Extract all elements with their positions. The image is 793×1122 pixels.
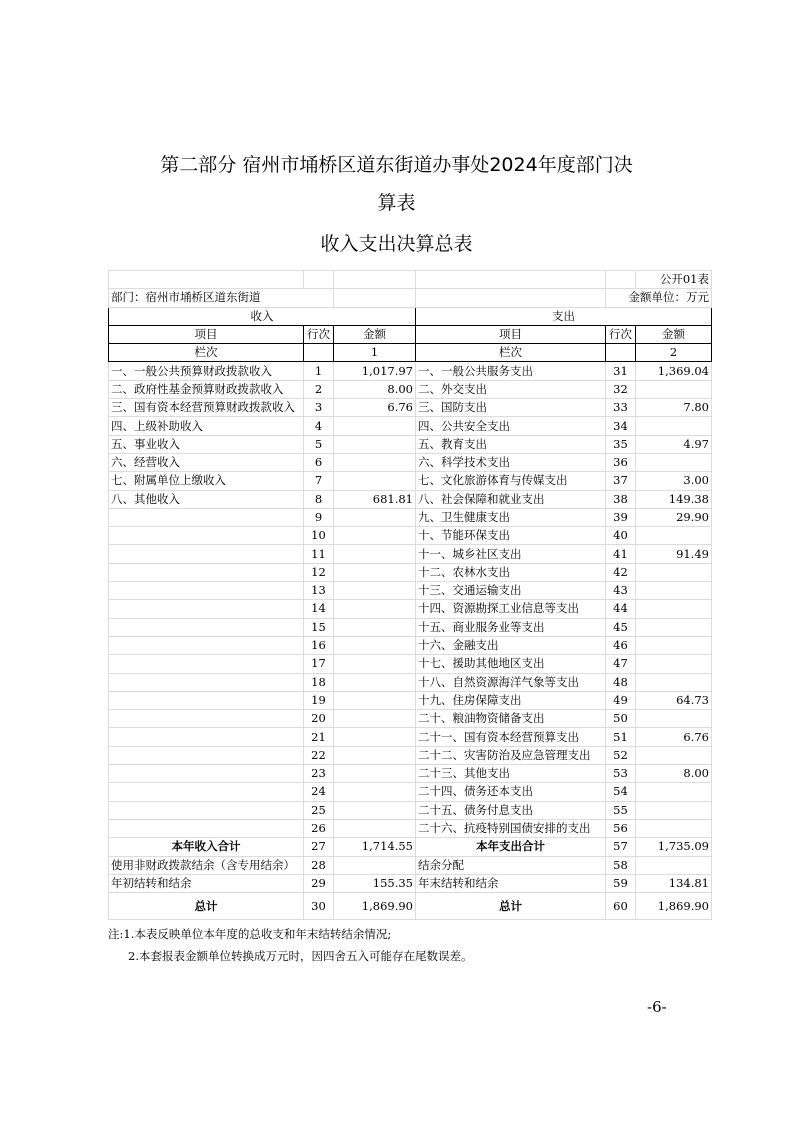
expense-row-number: 49: [606, 691, 636, 709]
income-amount: [334, 453, 416, 471]
income-amount-header: 金额: [334, 325, 416, 343]
income-row-number: 26: [304, 819, 334, 837]
table-row: [109, 380, 712, 398]
income-amount: [334, 636, 416, 654]
income-item: 五、事业收入: [109, 435, 304, 453]
table-row: [109, 435, 712, 453]
income-amount: [334, 508, 416, 526]
expense-amount: [636, 819, 712, 837]
expense-item: 四、公共安全支出: [416, 417, 606, 435]
expense-amount: 134.81: [636, 874, 712, 892]
expense-lanci-number: 2: [636, 344, 712, 362]
income-amount: [334, 673, 416, 691]
table-row: [109, 801, 712, 819]
expense-item: 十六、金融支出: [416, 636, 606, 654]
income-row-number: 25: [304, 801, 334, 819]
income-amount: 6.76: [334, 399, 416, 417]
expense-item: 总计: [416, 893, 606, 920]
income-item: 四、上级补助收入: [109, 417, 304, 435]
expense-item-header: 项目: [416, 325, 606, 343]
expense-amount: [636, 582, 712, 600]
table-row: [109, 673, 712, 691]
income-amount: [334, 801, 416, 819]
expense-item: 九、卫生健康支出: [416, 508, 606, 526]
expense-row-number: 60: [606, 893, 636, 920]
income-item: [109, 636, 304, 654]
expense-amount: [636, 453, 712, 471]
note-2: 2.本套报表金额单位转换成万元时，因四舍五入可能存在尾数误差。: [128, 949, 473, 963]
table-row: [109, 472, 712, 490]
expense-item: 十八、自然资源海洋气象等支出: [416, 673, 606, 691]
expense-row-number: 55: [606, 801, 636, 819]
expense-amount: [636, 673, 712, 691]
expense-amount: 149.38: [636, 490, 712, 508]
expense-row-number: 46: [606, 636, 636, 654]
expense-item: 五、教育支出: [416, 435, 606, 453]
income-expense-table: [108, 270, 712, 920]
table-row: [109, 728, 712, 746]
expense-item: 本年支出合计: [416, 838, 606, 856]
income-row-number: 23: [304, 765, 334, 783]
income-item: [109, 582, 304, 600]
expense-row-number: 51: [606, 728, 636, 746]
expense-amount: [636, 746, 712, 764]
income-amount: [334, 728, 416, 746]
expense-row-number: 32: [606, 380, 636, 398]
income-item: 三、国有资本经营预算财政拨款收入: [109, 399, 304, 417]
income-item: [109, 563, 304, 581]
income-item: 使用非财政拨款结余（含专用结余）: [109, 856, 304, 874]
expense-row-number: 52: [606, 746, 636, 764]
income-item: [109, 527, 304, 545]
expense-row-number: 31: [606, 362, 636, 380]
expense-amount: [636, 856, 712, 874]
expense-amount: [636, 380, 712, 398]
expense-amount: [636, 527, 712, 545]
table-row: [109, 453, 712, 471]
income-row-number: 13: [304, 582, 334, 600]
expense-item: 八、社会保障和就业支出: [416, 490, 606, 508]
income-lanci-number: 1: [334, 344, 416, 362]
table-title: 收入支出决算总表: [320, 233, 473, 255]
income-row-number: 28: [304, 856, 334, 874]
expense-row-number: 54: [606, 783, 636, 801]
income-row-number: 30: [304, 893, 334, 920]
form-number: 公开01表: [636, 271, 712, 289]
income-amount: 155.35: [334, 874, 416, 892]
title-line-1: 第二部分 宿州市埇桥区道东街道办事处2024年度部门决: [160, 154, 633, 176]
income-item: [109, 655, 304, 673]
income-amount: [334, 563, 416, 581]
income-amount: [334, 746, 416, 764]
income-row-number: 4: [304, 417, 334, 435]
income-amount: [334, 655, 416, 673]
expense-row-header: 行次: [606, 325, 636, 343]
table-row: [109, 527, 712, 545]
expense-item: 二十二、灾害防治及应急管理支出: [416, 746, 606, 764]
title-line-2: 算表: [377, 192, 416, 214]
income-item: 一、一般公共预算财政拨款收入: [109, 362, 304, 380]
income-amount: 1,869.90: [334, 893, 416, 920]
expense-item: 十一、城乡社区支出: [416, 545, 606, 563]
income-item-header: 项目: [109, 325, 304, 343]
expense-amount: [636, 417, 712, 435]
expense-item: 十四、资源勘探工业信息等支出: [416, 600, 606, 618]
income-row-number: 8: [304, 490, 334, 508]
table-row: [109, 819, 712, 837]
expense-item: 十、节能环保支出: [416, 527, 606, 545]
expense-row-number: 41: [606, 545, 636, 563]
income-item: 六、经营收入: [109, 453, 304, 471]
expense-row-number: 48: [606, 673, 636, 691]
expense-row-number: 42: [606, 563, 636, 581]
table-row: [109, 710, 712, 728]
income-row-number: 22: [304, 746, 334, 764]
income-row-number: 7: [304, 472, 334, 490]
income-amount: 1,017.97: [334, 362, 416, 380]
income-item: 年初结转和结余: [109, 874, 304, 892]
income-item: [109, 710, 304, 728]
expense-amount: [636, 600, 712, 618]
table-row: [109, 582, 712, 600]
income-row-number: 15: [304, 618, 334, 636]
income-amount: [334, 819, 416, 837]
expense-amount: 7.80: [636, 399, 712, 417]
income-row-number: 17: [304, 655, 334, 673]
expense-amount: [636, 783, 712, 801]
expense-item: 十二、农林水支出: [416, 563, 606, 581]
table-row: [109, 765, 712, 783]
expense-amount: 4.97: [636, 435, 712, 453]
expense-item: 二十、粮油物资储备支出: [416, 710, 606, 728]
expense-row-number: 53: [606, 765, 636, 783]
income-item: [109, 600, 304, 618]
expense-item: 二十三、其他支出: [416, 765, 606, 783]
income-item: 七、附属单位上缴收入: [109, 472, 304, 490]
income-amount: [334, 417, 416, 435]
income-lanci-label: 栏次: [109, 344, 304, 362]
table-row: [109, 600, 712, 618]
table-row: [109, 874, 712, 892]
table-row: [109, 508, 712, 526]
income-row-number: 24: [304, 783, 334, 801]
expense-row-number: 44: [606, 600, 636, 618]
expense-item: 二十六、抗疫特别国债安排的支出: [416, 819, 606, 837]
expense-amount-header: 金额: [636, 325, 712, 343]
expense-row-number: 58: [606, 856, 636, 874]
expense-amount: [636, 618, 712, 636]
table-row: [109, 856, 712, 874]
income-row-number: 29: [304, 874, 334, 892]
expense-row-number: 35: [606, 435, 636, 453]
expense-item: 二十四、债务还本支出: [416, 783, 606, 801]
table-row: [109, 636, 712, 654]
income-amount: 8.00: [334, 380, 416, 398]
expense-amount: [636, 563, 712, 581]
income-item: [109, 691, 304, 709]
income-row-number: 18: [304, 673, 334, 691]
unit-label: 金额单位：万元: [606, 289, 712, 307]
expense-lanci-label: 栏次: [416, 344, 606, 362]
table-row: [109, 490, 712, 508]
table-row: [109, 362, 712, 380]
income-row-number: 11: [304, 545, 334, 563]
expense-row-number: 33: [606, 399, 636, 417]
expense-item: 结余分配: [416, 856, 606, 874]
income-item: 二、政府性基金预算财政拨款收入: [109, 380, 304, 398]
expense-row-number: 38: [606, 490, 636, 508]
income-row-number: 1: [304, 362, 334, 380]
expense-row-number: 50: [606, 710, 636, 728]
table-row: [109, 893, 712, 920]
income-item: [109, 673, 304, 691]
expense-item: 十三、交通运输支出: [416, 582, 606, 600]
expense-amount: 6.76: [636, 728, 712, 746]
income-amount: [334, 472, 416, 490]
income-amount: [334, 691, 416, 709]
expense-item: 十九、住房保障支出: [416, 691, 606, 709]
income-row-number: 14: [304, 600, 334, 618]
income-row-number: 10: [304, 527, 334, 545]
income-item: [109, 765, 304, 783]
income-amount: [334, 710, 416, 728]
expense-row-number: 43: [606, 582, 636, 600]
expense-item: 二、外交支出: [416, 380, 606, 398]
expense-item: 十五、商业服务业等支出: [416, 618, 606, 636]
table-row: [109, 838, 712, 856]
income-amount: [334, 618, 416, 636]
expense-row-number: 34: [606, 417, 636, 435]
expense-row-number: 37: [606, 472, 636, 490]
expense-header: 支出: [416, 307, 712, 325]
income-amount: [334, 783, 416, 801]
income-amount: [334, 545, 416, 563]
expense-row-number: 47: [606, 655, 636, 673]
table-row: [109, 691, 712, 709]
income-item: 总计: [109, 893, 304, 920]
expense-item: 二十五、债务付息支出: [416, 801, 606, 819]
income-row-number: 6: [304, 453, 334, 471]
table-row: [109, 545, 712, 563]
expense-amount: [636, 710, 712, 728]
income-row-number: 27: [304, 838, 334, 856]
table-row: [109, 563, 712, 581]
income-row-number: 16: [304, 636, 334, 654]
table-row: [109, 655, 712, 673]
expense-item: 三、国防支出: [416, 399, 606, 417]
income-row-number: 5: [304, 435, 334, 453]
income-item: [109, 746, 304, 764]
income-item: [109, 508, 304, 526]
table-row: [109, 417, 712, 435]
income-header: 收入: [109, 307, 416, 325]
income-row-number: 20: [304, 710, 334, 728]
income-item: [109, 783, 304, 801]
table-row: [109, 618, 712, 636]
expense-item: 六、科学技术支出: [416, 453, 606, 471]
income-amount: 1,714.55: [334, 838, 416, 856]
income-row-number: 12: [304, 563, 334, 581]
income-row-number: 19: [304, 691, 334, 709]
income-row-header: 行次: [304, 325, 334, 343]
table-row: [109, 746, 712, 764]
expense-amount: 1,869.90: [636, 893, 712, 920]
expense-row-number: 36: [606, 453, 636, 471]
income-item: 本年收入合计: [109, 838, 304, 856]
expense-amount: 1,735.09: [636, 838, 712, 856]
page-number: -6-: [647, 998, 667, 1016]
income-row-number: 9: [304, 508, 334, 526]
expense-row-number: 45: [606, 618, 636, 636]
expense-row-number: 39: [606, 508, 636, 526]
income-amount: [334, 856, 416, 874]
expense-row-number: 59: [606, 874, 636, 892]
table-row: [109, 783, 712, 801]
expense-amount: 3.00: [636, 472, 712, 490]
expense-amount: 29.90: [636, 508, 712, 526]
expense-item: 七、文化旅游体育与传媒支出: [416, 472, 606, 490]
expense-amount: 91.49: [636, 545, 712, 563]
expense-item: 二十一、国有资本经营预算支出: [416, 728, 606, 746]
income-item: [109, 801, 304, 819]
income-amount: [334, 765, 416, 783]
income-item: [109, 728, 304, 746]
income-row-number: 21: [304, 728, 334, 746]
income-row-number: 2: [304, 380, 334, 398]
income-item: [109, 618, 304, 636]
note-1: 注:1.本表反映单位本年度的总收支和年末结转结余情况;: [108, 927, 392, 941]
expense-amount: 1,369.04: [636, 362, 712, 380]
income-amount: [334, 527, 416, 545]
expense-row-number: 57: [606, 838, 636, 856]
expense-row-number: 40: [606, 527, 636, 545]
expense-amount: [636, 655, 712, 673]
expense-item: 十七、援助其他地区支出: [416, 655, 606, 673]
expense-row-number: 56: [606, 819, 636, 837]
income-item: [109, 819, 304, 837]
expense-amount: 64.73: [636, 691, 712, 709]
expense-amount: 8.00: [636, 765, 712, 783]
expense-amount: [636, 801, 712, 819]
expense-item: 一、一般公共服务支出: [416, 362, 606, 380]
income-amount: [334, 582, 416, 600]
income-item: [109, 545, 304, 563]
income-amount: 681.81: [334, 490, 416, 508]
expense-item: 年末结转和结余: [416, 874, 606, 892]
expense-amount: [636, 636, 712, 654]
department-label: 部门：宿州市埇桥区道东街道: [109, 289, 334, 307]
income-amount: [334, 600, 416, 618]
income-row-number: 3: [304, 399, 334, 417]
income-item: 八、其他收入: [109, 490, 304, 508]
table-row: [109, 399, 712, 417]
income-amount: [334, 435, 416, 453]
